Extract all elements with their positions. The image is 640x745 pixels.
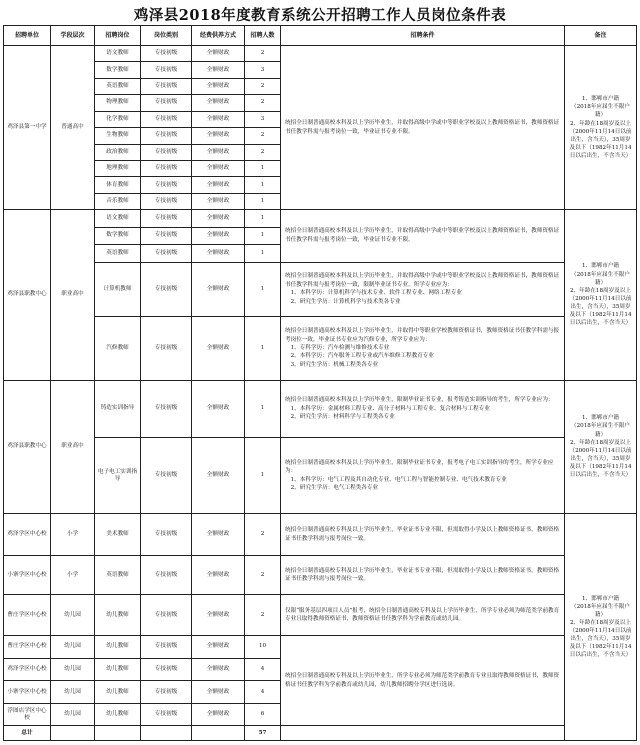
category-cell: 专技初级 [141, 128, 192, 144]
category-cell: 专技初级 [141, 78, 192, 94]
count-cell: 2 [245, 78, 281, 94]
header-cell: 招聘人数 [245, 26, 281, 46]
requirement-line: 2、研究生学历：计算机科学与技术类各专业 [290, 298, 401, 305]
category-cell: 专技初级 [141, 595, 192, 636]
note-line: （2018年应届生不限户籍） [571, 271, 630, 286]
requirement-line: 统招全日制普通高校本科及以上学历毕业生，并取得高级中学或中等职业学校及以上教师资格证书，教师资格证书任教学科需与报考岗位一致，毕业证书专业不限。 [285, 228, 560, 243]
note-cell [565, 46, 637, 210]
post-cell: 汽修教师 [95, 316, 141, 380]
requirement-line: 1、本科学历：电气工程及其自动化专业、电气工程与智能控制专业、电气技术教育专业 [290, 476, 507, 483]
post-cell: 英语教师 [95, 556, 141, 595]
empty-cell [281, 726, 565, 741]
funding-cell: 全额财政 [192, 316, 245, 380]
count-cell: 3 [245, 111, 281, 127]
funding-cell: 全额财政 [192, 144, 245, 160]
count-cell: 2 [245, 144, 281, 160]
post-cell: 语文教师 [95, 46, 141, 62]
table-row [4, 316, 637, 380]
category-cell: 专技初级 [141, 514, 192, 556]
funding-cell: 全额财政 [192, 262, 245, 316]
recruitment-table [3, 25, 637, 741]
level-cell: 幼儿园 [51, 636, 95, 659]
count-cell: 1 [245, 316, 281, 380]
count-cell: 1 [245, 438, 281, 514]
requirement-line: 2、研究生学历：材料科学与工程类各专业 [290, 414, 395, 421]
post-cell: 幼儿教师 [95, 636, 141, 659]
table-row [4, 595, 637, 636]
level-cell: 幼儿园 [51, 681, 95, 704]
unit-cell: 鸡泽县第一中学 [4, 46, 51, 210]
post-cell: 数学教师 [95, 227, 141, 244]
level-cell: 小学 [51, 556, 95, 595]
post-cell: 电子电工实训指导 [95, 438, 141, 514]
category-cell: 专技初级 [141, 177, 192, 193]
total-row [4, 726, 637, 741]
post-cell: 政治教师 [95, 144, 141, 160]
funding-cell: 全额财政 [192, 111, 245, 127]
category-cell: 专技初级 [141, 62, 192, 78]
requirements-cell [281, 438, 565, 514]
post-cell: 体育教师 [95, 177, 141, 193]
post-cell: 幼儿教师 [95, 595, 141, 636]
requirement-line: 统招全日制普通高校本科及以上学历毕业生，限制毕业证书专业，报考铸造实训指导的考生，所学专业应为： [285, 397, 554, 404]
funding-cell: 全额财政 [192, 556, 245, 595]
empty-cell [95, 726, 141, 741]
header-cell: 招聘单位 [4, 26, 51, 46]
requirements-cell [281, 380, 565, 437]
note-cell [565, 514, 637, 741]
table-row [4, 514, 637, 556]
count-cell: 2 [245, 514, 281, 556]
unit-cell: 曹庄学区中心校 [4, 636, 51, 659]
category-cell: 专技初级 [141, 636, 192, 659]
note-cell [565, 380, 637, 513]
table-row [4, 556, 637, 595]
requirement-line: 统招全日制普通高校专科及以上学历毕业生，毕业证书专业不限，但需取得小学及以上教师资格证书，教师资格证书任教学科需与报考岗位一致。 [285, 527, 560, 542]
table-row [4, 46, 637, 62]
funding-cell: 全额财政 [192, 177, 245, 193]
post-cell: 计算机教师 [95, 262, 141, 316]
post-cell: 英语教师 [95, 78, 141, 94]
post-cell: 英语教师 [95, 245, 141, 262]
category-cell: 专技初级 [141, 46, 192, 62]
total-label: 总计 [4, 726, 51, 741]
funding-cell: 全额财政 [192, 595, 245, 636]
funding-cell: 全额财政 [192, 438, 245, 514]
requirement-line: 统招全日制普通高校本科及以上学历毕业生，并取得高级中学或中等职业学校及以上教师资格证书，教师资格证书任教学科需与报考岗位一致，限制毕业证书专业，所学专业应为： [285, 273, 560, 288]
table-row [4, 636, 637, 659]
funding-cell: 全额财政 [192, 46, 245, 62]
unit-cell: 鸡泽县职教中心 [4, 380, 51, 513]
category-cell: 专技初级 [141, 245, 192, 262]
note-line: 2、年龄在18周岁及以上（2000年11月14日以前出生，含当天），35周岁及以下（1982年11月14日以后出生，不含当天） [569, 439, 632, 479]
note-line: （2018年应届生不限户籍） [571, 603, 630, 618]
category-cell: 专技初级 [141, 144, 192, 160]
requirement-line: 1、专科学历：汽车检测与维修技术专业 [290, 345, 390, 352]
category-cell: 专技初级 [141, 316, 192, 380]
funding-cell: 全额财政 [192, 160, 245, 176]
count-cell: 1 [245, 245, 281, 262]
requirement-line: 3、研究生学历：机械工程类各专业 [290, 361, 379, 368]
funding-cell: 全额财政 [192, 193, 245, 209]
header-cell: 岗位类别 [141, 26, 192, 46]
category-cell: 专技初级 [141, 95, 192, 111]
requirements-cell [281, 316, 565, 380]
level-cell: 职业高中 [51, 210, 95, 380]
category-cell: 专技初级 [141, 380, 192, 437]
note-line: 2、年龄在18周岁及以上（2000年11月14日以前出生，含当天），35周岁及以下（1982年11月14日以后出生，不含当天） [569, 287, 632, 327]
post-cell: 化学教师 [95, 111, 141, 127]
category-cell: 专技初级 [141, 227, 192, 244]
category-cell: 专技初级 [141, 111, 192, 127]
note-line: 1、邯郸市户籍 [581, 415, 620, 422]
funding-cell: 全额财政 [192, 245, 245, 262]
requirements-cell [281, 636, 565, 726]
funding-cell: 全额财政 [192, 703, 245, 726]
post-cell: 语文教师 [95, 210, 141, 227]
header-cell: 学段层次 [51, 26, 95, 46]
requirement-line: 统招全日制普通高校本科及以上学历毕业生，限制毕业证书专业，报考电子电工实训指导的考生，所学专业应为： [285, 459, 554, 475]
level-cell: 幼儿园 [51, 595, 95, 636]
empty-cell [192, 726, 245, 741]
table-row [4, 438, 637, 514]
category-cell: 专技初级 [141, 193, 192, 209]
count-cell: 4 [245, 681, 281, 704]
requirements-cell [281, 556, 565, 595]
level-cell: 幼儿园 [51, 658, 95, 681]
count-cell: 2 [245, 128, 281, 144]
category-cell: 专技初级 [141, 703, 192, 726]
header-cell: 招聘条件 [281, 26, 565, 46]
category-cell: 专技初级 [141, 438, 192, 514]
level-cell: 普通高中 [51, 46, 95, 210]
post-cell: 音乐教师 [95, 193, 141, 209]
note-line: （2018年应届生不限户籍） [571, 423, 630, 438]
requirement-line: 统招全日制普通高校专科及以上学历毕业生，所学专业必须为师范类学前教育专业且取得教师资格证书，教师资格证书任教学科为学前教育或幼儿园，幼儿教师招聘分学区进行选岗。 [285, 673, 560, 688]
unit-cell: 鸡泽县职教中心 [4, 210, 51, 380]
funding-cell: 全额财政 [192, 658, 245, 681]
funding-cell: 全额财政 [192, 380, 245, 437]
unit-cell: 小寨学区中心校 [4, 681, 51, 704]
count-cell: 2 [245, 46, 281, 62]
requirement-line: 1、本科学历：计算机科学与技术专业、软件工程专业、网络工程专业 [290, 290, 462, 297]
post-cell: 幼儿教师 [95, 703, 141, 726]
requirement-line: 2、本科学历：汽车服务工程专业或汽车维修工程教育专业 [290, 353, 434, 360]
count-cell: 2 [245, 556, 281, 595]
requirement-line: 统招全日制普通高校本科及以上学历毕业生，并取得中等职业学校教师资格证书，教师资格证书任教学科需与报考岗位一致，毕业证书专业应为汽修专业，所学专业应为： [285, 328, 560, 343]
count-cell: 1 [245, 160, 281, 176]
category-cell: 专技初级 [141, 681, 192, 704]
note-line: 1、邯郸市户籍 [581, 96, 620, 103]
funding-cell: 全额财政 [192, 227, 245, 244]
requirement-line: 仅限“服务基层四项目人员”报考，统招全日制普通高校专科及以上学历毕业生，所学专业必须为师范类学前教育专业且取得教师资格证书，教师资格证书任教学科为学前教育或幼儿园。 [285, 607, 560, 623]
table-row [4, 380, 637, 437]
count-cell: 3 [245, 62, 281, 78]
funding-cell: 全额财政 [192, 95, 245, 111]
post-cell: 幼儿教师 [95, 681, 141, 704]
note-line: 2、年龄在18周岁及以上（2000年11月14日以前出生，含当天），35周岁及以下（1982年11月14日以后出生，不含当天） [569, 120, 632, 159]
count-cell: 1 [245, 210, 281, 227]
requirements-cell [281, 514, 565, 556]
category-cell: 专技初级 [141, 262, 192, 316]
level-cell: 小学 [51, 514, 95, 556]
post-cell: 幼儿教师 [95, 658, 141, 681]
count-cell: 4 [245, 658, 281, 681]
post-cell: 美术教师 [95, 514, 141, 556]
level-cell: 职业高中 [51, 380, 95, 513]
post-cell: 物理教师 [95, 95, 141, 111]
count-cell: 1 [245, 177, 281, 193]
count-cell: 6 [245, 703, 281, 726]
count-cell: 1 [245, 380, 281, 437]
requirements-cell [281, 210, 565, 262]
post-cell: 地理教师 [95, 160, 141, 176]
category-cell: 专技初级 [141, 658, 192, 681]
count-cell: 10 [245, 636, 281, 659]
funding-cell: 全额财政 [192, 78, 245, 94]
level-cell: 幼儿园 [51, 703, 95, 726]
note-line: 2、年龄在18周岁及以上（2000年11月14日以前出生，含当天），35周岁及以下（1982年11月14日以后出生，不含当天） [569, 619, 632, 659]
post-cell: 铸造实训指导 [95, 380, 141, 437]
category-cell: 专技初级 [141, 210, 192, 227]
count-cell: 2 [245, 95, 281, 111]
total-count: 57 [245, 726, 281, 741]
table-row [4, 262, 637, 316]
funding-cell: 全额财政 [192, 210, 245, 227]
empty-cell [51, 726, 95, 741]
note-line: 1、邯郸市户籍 [581, 263, 620, 270]
requirement-line: 统招全日制普通高校专科及以上学历毕业生，毕业证书专业不限，但需取得小学及以上教师资格证书，教师资格证书任教学科需与报考岗位一致。 [285, 567, 560, 583]
count-cell: 1 [245, 227, 281, 244]
table-row [4, 210, 637, 227]
empty-cell [141, 726, 192, 741]
unit-cell: 曹庄学区中心校 [4, 595, 51, 636]
note-cell [565, 210, 637, 380]
requirement-line: 统招全日制普通高校本科及以上学历毕业生，并取得高级中学或中等职业学校及以上教师资格证书，教师资格证书任教学科需与报考岗位一致，毕业证书专业不限。 [285, 120, 560, 135]
note-line: （2018年应届生不限户籍） [571, 104, 630, 119]
count-cell: 1 [245, 262, 281, 316]
header-cell: 备注 [565, 26, 637, 46]
post-cell: 数学教师 [95, 62, 141, 78]
post-cell: 生物教师 [95, 128, 141, 144]
unit-cell: 鸡泽学区中心校 [4, 658, 51, 681]
category-cell: 专技初级 [141, 160, 192, 176]
header-cell: 招聘岗位 [95, 26, 141, 46]
count-cell: 1 [245, 193, 281, 209]
funding-cell: 全额财政 [192, 514, 245, 556]
requirements-cell [281, 262, 565, 316]
header-cell: 经费供养方式 [192, 26, 245, 46]
funding-cell: 全额财政 [192, 636, 245, 659]
funding-cell: 全额财政 [192, 681, 245, 704]
unit-cell: 鸡泽学区中心校 [4, 514, 51, 556]
category-cell: 专技初级 [141, 556, 192, 595]
requirement-line: 1、本科学历：金属材料工程专业、高分子材料与工程专业、复合材料与工程专业 [290, 405, 490, 412]
funding-cell: 全额财政 [192, 128, 245, 144]
funding-cell: 全额财政 [192, 62, 245, 78]
requirements-cell [281, 595, 565, 636]
page-title: 鸡泽县2018年度教育系统公开招聘工作人员岗位条件表 [133, 7, 507, 24]
requirements-cell [281, 46, 565, 210]
count-cell: 2 [245, 595, 281, 636]
requirement-line: 2、研究生学历：电气工程类各专业 [290, 484, 379, 491]
unit-cell: 浮图店学区中心校 [4, 703, 51, 726]
header-row [4, 26, 637, 46]
note-line: 1、邯郸市户籍 [581, 595, 620, 602]
unit-cell: 小寨学区中心校 [4, 556, 51, 595]
